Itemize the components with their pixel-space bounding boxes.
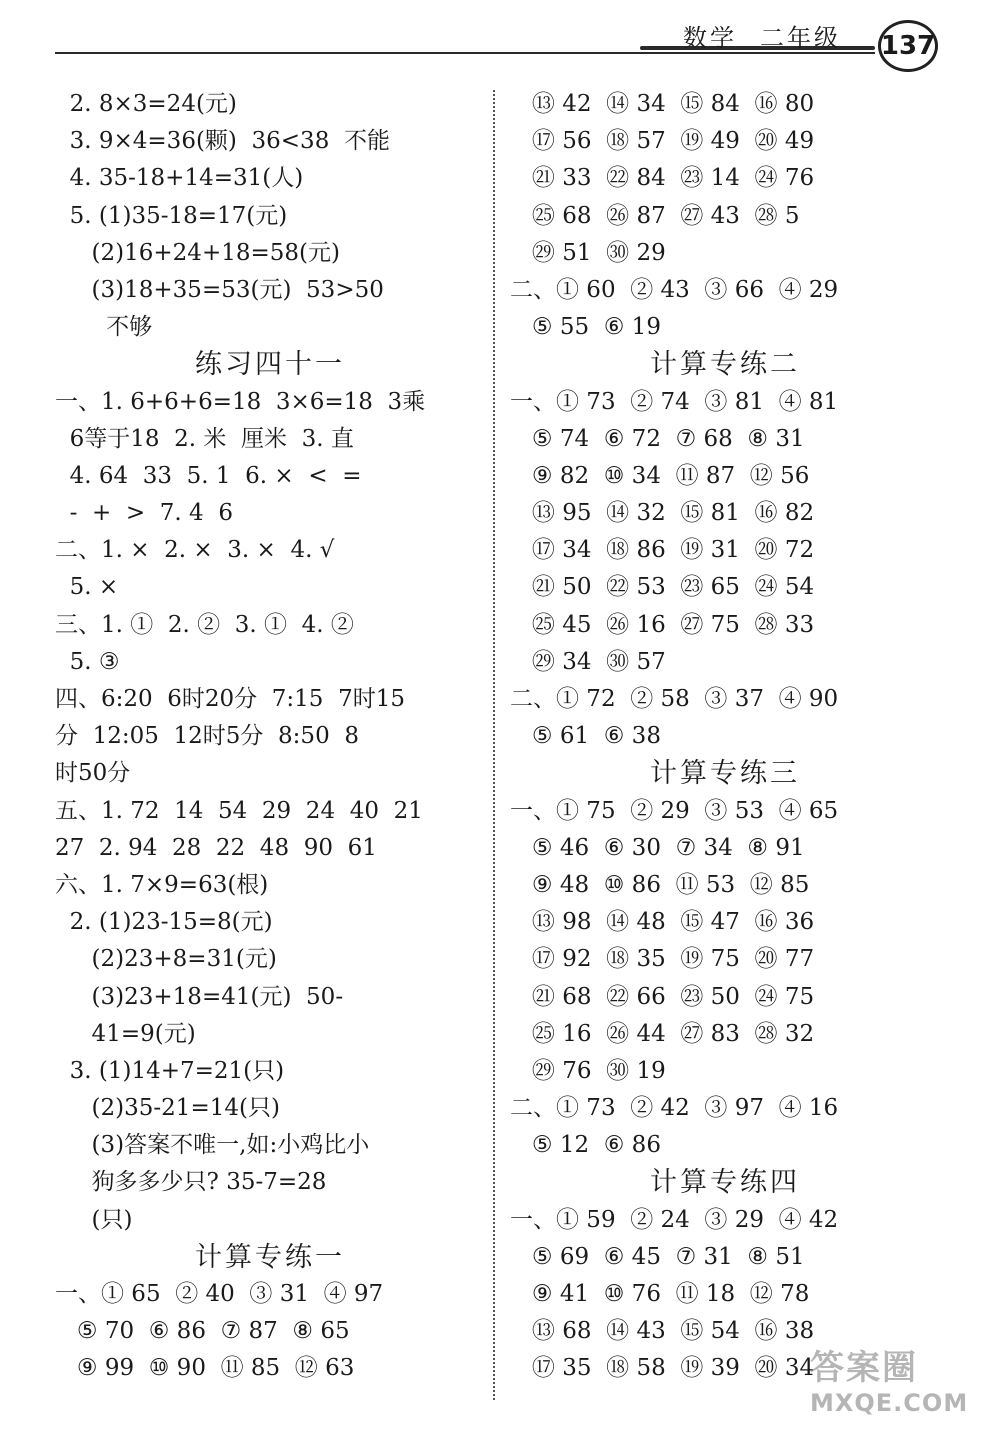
answer-line: ⑰ 35 ⑱ 58 ⑲ 39 ⑳ 34 (510, 1355, 815, 1382)
answer-line: ⑨ 48 ⑩ 86 ⑪ 53 ⑫ 85 (510, 871, 810, 898)
page-number-badge (878, 20, 938, 72)
answer-line: 狗多多少只? 35-7=28 (55, 1169, 327, 1196)
answer-line: 2. 8×3=24(元) (55, 91, 237, 117)
answer-line: 41=9(元) (55, 1020, 196, 1047)
answer-line: 一、① 65 ② 40 ③ 31 ④ 97 (55, 1281, 384, 1307)
watermark (810, 1340, 990, 1425)
answer-line: 二、① 60 ② 43 ③ 66 ④ 29 (510, 276, 839, 303)
answer-line: ㉑ 33 ㉒ 84 ㉓ 14 ㉔ 76 (510, 165, 815, 192)
answer-line: ⑤ 70 ⑥ 86 ⑦ 87 ⑧ 65 (55, 1318, 350, 1345)
answer-line: ㉕ 16 ㉖ 44 ㉗ 83 ㉘ 32 (510, 1020, 815, 1047)
answer-line: 六、1. 7×9=63(根) (55, 871, 269, 898)
answer-line: 6等于18 2. 米 厘米 3. 直 (55, 425, 354, 452)
answer-line: 二、① 73 ② 42 ③ 97 ④ 16 (510, 1095, 839, 1122)
answer-line: - + > 7. 4 6 (55, 500, 233, 527)
answer-line: ⑨ 82 ⑩ 34 ⑪ 87 ⑫ 56 (510, 462, 810, 489)
answer-line: 5. ③ (55, 648, 120, 675)
answer-line: 3. 9×4=36(颗) 36<38 不能 (55, 128, 390, 155)
answer-line: ㉙ 51 ㉚ 29 (510, 239, 666, 266)
answer-line: 3. (1)14+7=21(只) (55, 1057, 285, 1084)
answer-line: (2)35-21=14(只) (55, 1095, 280, 1122)
answer-line: 27 2. 94 28 22 48 90 61 (55, 834, 377, 861)
answer-line: 5. (1)35-18=17(元) (55, 202, 288, 229)
answer-line: 一、① 59 ② 24 ③ 29 ④ 42 (510, 1206, 839, 1233)
answer-line: ㉙ 76 ㉚ 19 (510, 1057, 666, 1084)
answer-line: (3)18+35=53(元) 53>50 (55, 276, 384, 303)
answer-line: 2. (1)23-15=8(元) (55, 909, 273, 936)
answer-line: ⑬ 98 ⑭ 48 ⑮ 47 ⑯ 36 (510, 909, 815, 936)
watermark-url: MXQE.COM (810, 1389, 969, 1417)
answer-line: ⑨ 99 ⑩ 90 ⑪ 85 ⑫ 63 (55, 1355, 355, 1382)
left-answer-column (55, 86, 485, 1388)
answer-line: ⑤ 69 ⑥ 45 ⑦ 31 ⑧ 51 (510, 1243, 805, 1270)
answer-line: 二、1. × 2. × 3. × 4. √ (55, 537, 335, 564)
answer-line: 二、① 72 ② 58 ③ 37 ④ 90 (510, 686, 839, 712)
answer-line: ⑰ 56 ⑱ 57 ⑲ 49 ⑳ 49 (510, 128, 815, 155)
answer-line: (3)答案不唯一,如:小鸡比小 (55, 1132, 370, 1159)
answer-line: 分 12:05 12时5分 8:50 8 (55, 723, 359, 750)
column-divider (493, 90, 495, 1400)
answer-line: ⑰ 34 ⑱ 86 ⑲ 31 ⑳ 72 (510, 537, 815, 564)
answer-line: ⑬ 68 ⑭ 43 ⑮ 54 ⑯ 38 (510, 1318, 815, 1345)
answer-line: 时50分 (55, 760, 131, 787)
answer-line: 4. 64 33 5. 1 6. × < = (55, 462, 362, 489)
answer-line: ㉕ 45 ㉖ 16 ㉗ 75 ㉘ 33 (510, 611, 815, 638)
answer-line: 一、① 73 ② 74 ③ 81 ④ 81 (510, 388, 839, 415)
answer-line: ⑤ 55 ⑥ 19 (510, 314, 661, 341)
answer-line: 4. 35-18+14=31(人) (55, 165, 304, 192)
section-title: 计算专练三 (650, 758, 800, 790)
section-title: 计算专练一 (195, 1241, 345, 1273)
answer-line: ⑤ 12 ⑥ 86 (510, 1132, 661, 1159)
answer-line: ⑨ 41 ⑩ 76 ⑪ 18 ⑫ 78 (510, 1281, 810, 1307)
answer-line: ㉕ 68 ㉖ 87 ㉗ 43 ㉘ 5 (510, 202, 800, 229)
answer-line: 一、① 75 ② 29 ③ 53 ④ 65 (510, 797, 839, 824)
section-title: 练习四十一 (195, 349, 345, 381)
answer-line: ⑤ 61 ⑥ 38 (510, 723, 661, 750)
answer-line: ㉑ 50 ㉒ 53 ㉓ 65 ㉔ 54 (510, 574, 815, 601)
answer-line: 三、1. ① 2. ② 3. ① 4. ② (55, 611, 354, 638)
answer-line: ⑰ 92 ⑱ 35 ⑲ 75 ⑳ 77 (510, 946, 815, 973)
answer-line: 五、1. 72 14 54 29 24 40 21 (55, 797, 423, 824)
header-rule (55, 52, 875, 54)
answer-line: (2)23+8=31(元) (55, 946, 277, 973)
page-header (0, 0, 1000, 80)
header-grade: 二年级 (760, 24, 841, 52)
right-answer-column (510, 86, 940, 1388)
answer-line: (3)23+18=41(元) 50- (55, 983, 344, 1010)
section-title: 计算专练四 (650, 1167, 800, 1199)
answer-line: ㉙ 34 ㉚ 57 (510, 648, 666, 675)
watermark-logo-text: 答案圈 (810, 1348, 918, 1388)
header-subject: 数学 (683, 24, 737, 52)
answer-line: ⑬ 42 ⑭ 34 ⑮ 84 ⑯ 80 (510, 91, 815, 117)
answer-line: 一、1. 6+6+6=18 3×6=18 3乘 (55, 388, 426, 415)
answer-line: ㉑ 68 ㉒ 66 ㉓ 50 ㉔ 75 (510, 983, 815, 1010)
answer-line: ⑤ 46 ⑥ 30 ⑦ 34 ⑧ 91 (510, 834, 805, 861)
answer-line: (2)16+24+18=58(元) (55, 239, 340, 266)
answer-line: ⑤ 74 ⑥ 72 ⑦ 68 ⑧ 31 (510, 425, 805, 452)
page-number: 137 (880, 31, 936, 61)
section-title: 计算专练二 (650, 349, 800, 381)
answer-line: ⑬ 95 ⑭ 32 ⑮ 81 ⑯ 82 (510, 500, 815, 527)
answer-line: (只) (55, 1206, 133, 1233)
answer-line: 四、6:20 6时20分 7:15 7时15 (55, 686, 405, 712)
answer-line: 不够 (55, 314, 153, 341)
answer-line: 5. × (55, 574, 119, 601)
